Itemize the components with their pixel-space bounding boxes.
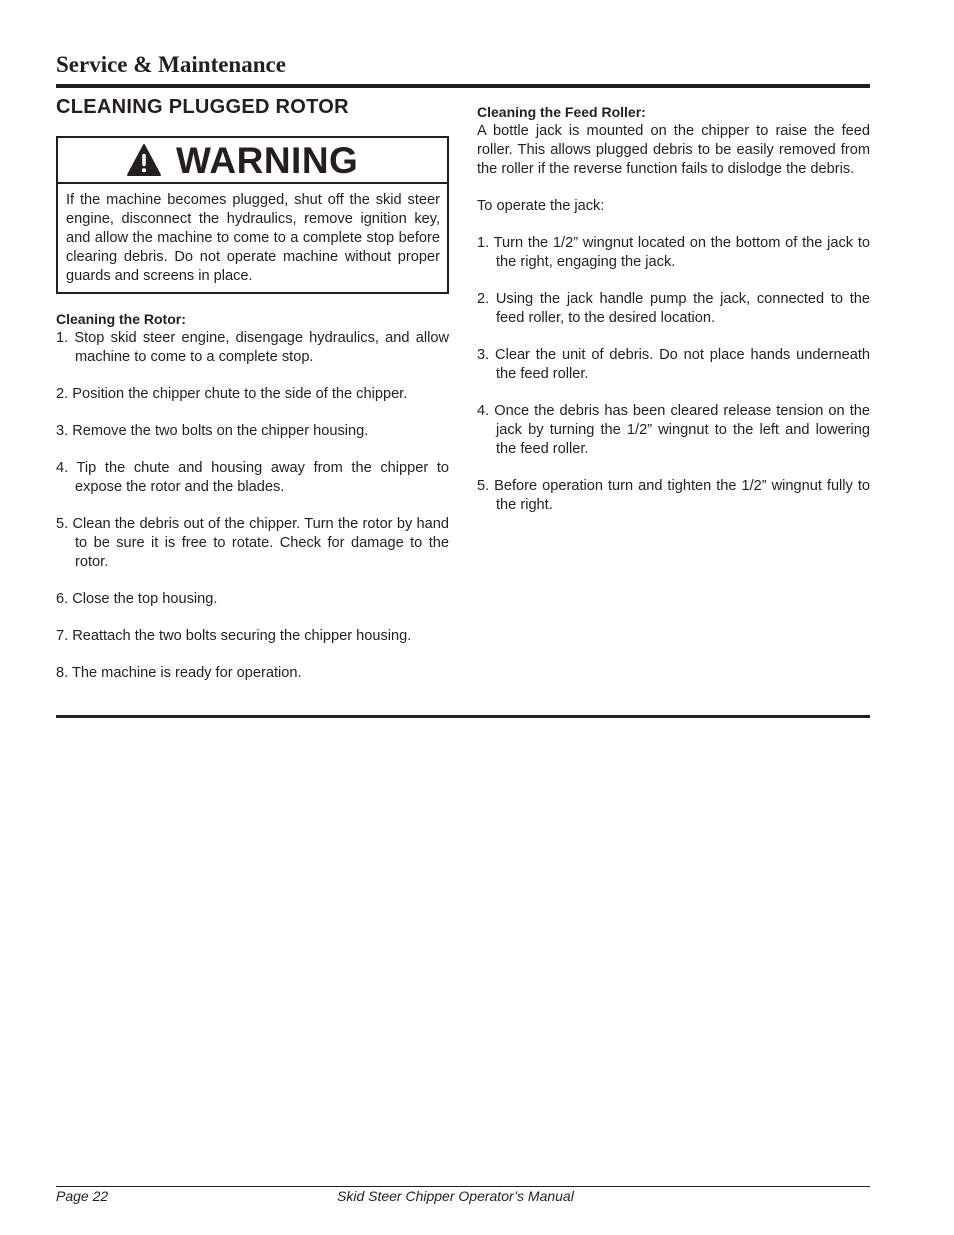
manual-title: Skid Steer Chipper Operator’s Manual [337, 1188, 574, 1204]
rotor-step: 3. Remove the two bolts on the chipper housing. [56, 423, 369, 439]
warning-box [56, 136, 449, 294]
rotor-step: 1. Stop skid steer engine, disengage hydraulics, and allow machine to come to a complete stop. [56, 330, 449, 365]
rotor-step: 7. Reattach the two bolts securing the chipper housing. [56, 628, 412, 644]
content-end-rule [56, 715, 870, 718]
rotor-step: 5. Clean the debris out of the chipper. Turn the rotor by hand to be sure it is free to rotate. Check for damage to the rotor. [56, 516, 449, 570]
feed-roller-step: 2. Using the jack handle pump the jack, connected to the feed roller, to the desired location. [477, 291, 870, 326]
warning-title: WARNING [176, 139, 359, 181]
rotor-step: 6. Close the top housing. [56, 591, 218, 607]
rotor-step: 4. Tip the chute and housing away from the chipper to expose the rotor and the blades. [56, 460, 449, 495]
warning-text: If the machine becomes plugged, shut off the skid steer engine, disconnect the hydraulics, remove ignition key, and allow the machine to come to a complete stop before clearing debris. Do not operate machine without proper guards and screens in place. [66, 192, 440, 284]
feed-roller-step: 4. Once the debris has been cleared release tension on the jack by turning the 1/2” wingnut to the left and lowering the feed roller. [477, 403, 870, 457]
section-title: Service & Maintenance [56, 52, 286, 77]
feed-roller-step: 5. Before operation turn and tighten the 1/2” wingnut fully to the right. [477, 478, 870, 513]
feed-roller-section [477, 103, 870, 533]
feed-roller-step: 1. Turn the 1/2” wingnut located on the bottom of the jack to the right, engaging the jack. [477, 235, 870, 270]
header-rule [56, 84, 870, 88]
page-heading: CLEANING PLUGGED ROTOR [56, 96, 349, 118]
rotor-subheading: Cleaning the Rotor: [56, 311, 186, 327]
warning-header [58, 138, 447, 184]
page-number: Page 22 [56, 1188, 109, 1204]
rotor-step: 8. The machine is ready for operation. [56, 665, 302, 681]
rotor-step: 2. Position the chipper chute to the side of the chipper. [56, 386, 408, 402]
feed-roller-subheading: Cleaning the Feed Roller: [477, 104, 646, 120]
feed-roller-intro: A bottle jack is mounted on the chipper to raise the feed roller. This allows plugged debris to be easily removed from the roller if the reverse function fails to dislodge the debris. [477, 123, 870, 177]
rotor-section [56, 310, 449, 701]
feed-roller-step: 3. Clear the unit of debris. Do not place hands underneath the feed roller. [477, 347, 870, 382]
feed-roller-lead: To operate the jack: [477, 198, 605, 214]
footer-rule [56, 1186, 870, 1187]
warning-triangle-icon [126, 143, 162, 177]
